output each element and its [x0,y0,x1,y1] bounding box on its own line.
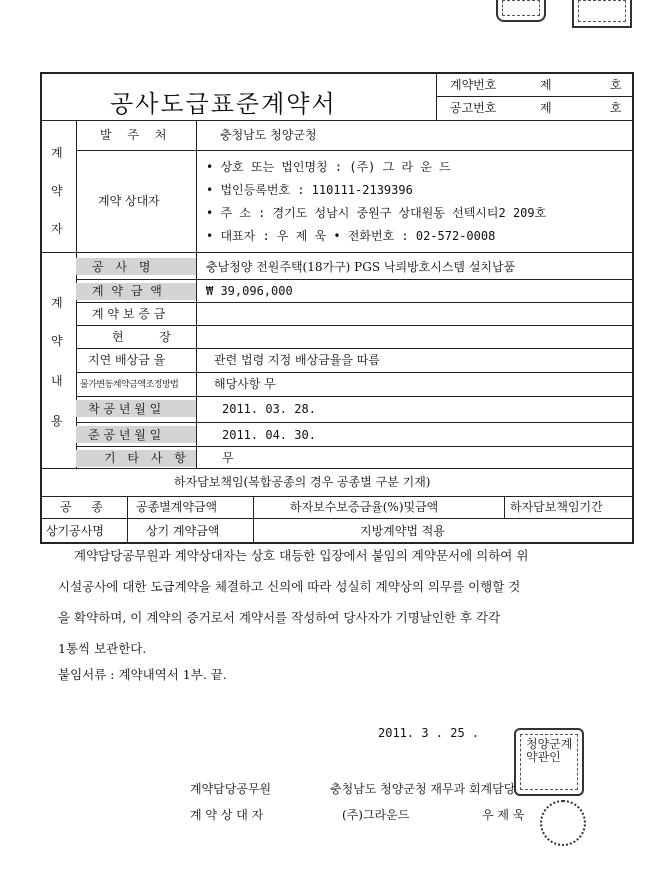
contract-no-suffix: 호 [610,78,622,92]
row-label-end-date: 준 공 년 월 일 [88,428,162,442]
parties-section-char: 약 [51,184,63,198]
notice-no-label: 공고번호 [450,101,497,115]
document-title: 공사도급표준계약서 [110,90,337,118]
row-label-site: 현 장 [112,330,187,344]
counterparty-line: • 대표자 : 우 제 욱 • 전화번호 : 02-572-0008 [206,229,496,243]
contract-date: 2011. 3 . 25 . [378,726,480,740]
agreement-paragraph [40,540,634,664]
contents-section-char: 용 [51,414,63,428]
row-label-other: 기 타 사 항 [104,451,190,465]
row-label-start-date: 착 공 년 월 일 [88,402,162,416]
warranty-header: 하자보수보증금율(%)및금액 [290,500,439,514]
official-label: 계약담당공무원 [190,782,272,796]
warranty-cell: 지방계약법 적용 [360,524,445,538]
warranty-header: 공종별계약금액 [136,500,218,514]
warranty-cell: 상기공사명 [46,524,104,538]
client-label: 발 주 처 [100,128,173,142]
row-value-delay-rate: 관련 법령 지정 배상금율을 따름 [214,353,380,367]
client-value: 충청남도 청양군청 [220,128,317,142]
row-value-project-name: 충남청양 전원주택(18가구) PGS 낙뢰방호시스템 설치납품 [206,260,516,274]
row-label-price-adjust: 물가변동계약금액조정방법 [80,380,179,390]
row-value-end-date: 2011. 04. 30. [222,428,316,442]
attachment-note: 붙임서류 : 계약내역서 1부. 끝. [58,667,227,682]
row-value-other: 무 [222,451,234,465]
counterparty-line: • 법인등록번호 : 110111-2139396 [206,183,413,197]
row-label-deposit: 계 약 보 증 금 [92,307,166,321]
row-value-contract-amount: ₩ 39,096,000 [206,284,293,298]
notice-no-suffix: 호 [610,101,622,115]
seal-stamp-top-right [572,0,632,28]
contractor-label: 계 약 상 대 자 [190,808,264,822]
contents-section-char: 계 [51,296,63,310]
contents-section-char: 약 [51,334,63,348]
official-value: 충청남도 청양군청 재무과 회계담당 [330,782,516,796]
row-value-start-date: 2011. 03. 28. [222,402,316,416]
contractor-company: (주)그라운드 [342,808,410,822]
seal-stamp-top-center [496,0,546,22]
parties-section-char: 계 [51,146,63,160]
warranty-cell: 상기 계약금액 [146,524,220,538]
row-label-project-name: 공 사 명 [92,260,155,274]
warranty-header: 공 종 [60,500,111,514]
paragraph-line: 계약담당공무원과 계약상대자는 상호 대등한 입장에서 붙임의 계약문서에 의하여 위 [74,548,529,563]
counterparty-line: • 상호 또는 법인명칭 : (주) 그 라 운 드 [206,160,451,174]
warranty-header: 하자담보책임기간 [510,500,603,514]
row-label-contract-amount: 계 약 금 액 [92,284,164,298]
notice-no-value: 제 [540,101,552,115]
row-label-delay-rate: 지연 배상금 율 [88,353,166,367]
contract-no-value: 제 [540,78,552,92]
company-seal-stamp [540,800,586,846]
official-seal-stamp [514,728,584,796]
paragraph-line: 시설공사에 대한 도급계약을 체결하고 신의에 따라 성실히 계약상의 의무를 이행할 것 [58,579,521,594]
contractor-name: 우 제 욱 [482,808,525,822]
contents-section-char: 내 [51,374,63,388]
warranty-title: 하자담보책임(복합공종의 경우 공종별 구분 기재) [174,475,431,489]
contract-no-label: 계약번호 [450,78,497,92]
parties-section-char: 자 [51,222,63,236]
counterparty-line: • 주 소 : 경기도 성남시 중원구 상대원동 선텍시티2 209호 [206,206,547,220]
paragraph-line: 1통씩 보관한다. [58,641,147,656]
row-value-price-adjust: 해당사항 무 [214,377,276,391]
counterparty-label: 계약 상대자 [98,194,160,208]
paragraph-line: 을 확약하며, 이 계약의 증거로서 계약서를 작성하여 당사자가 기명날인한 후 각각 [58,610,501,625]
seal-text: 청양군계약관인 [526,737,573,764]
